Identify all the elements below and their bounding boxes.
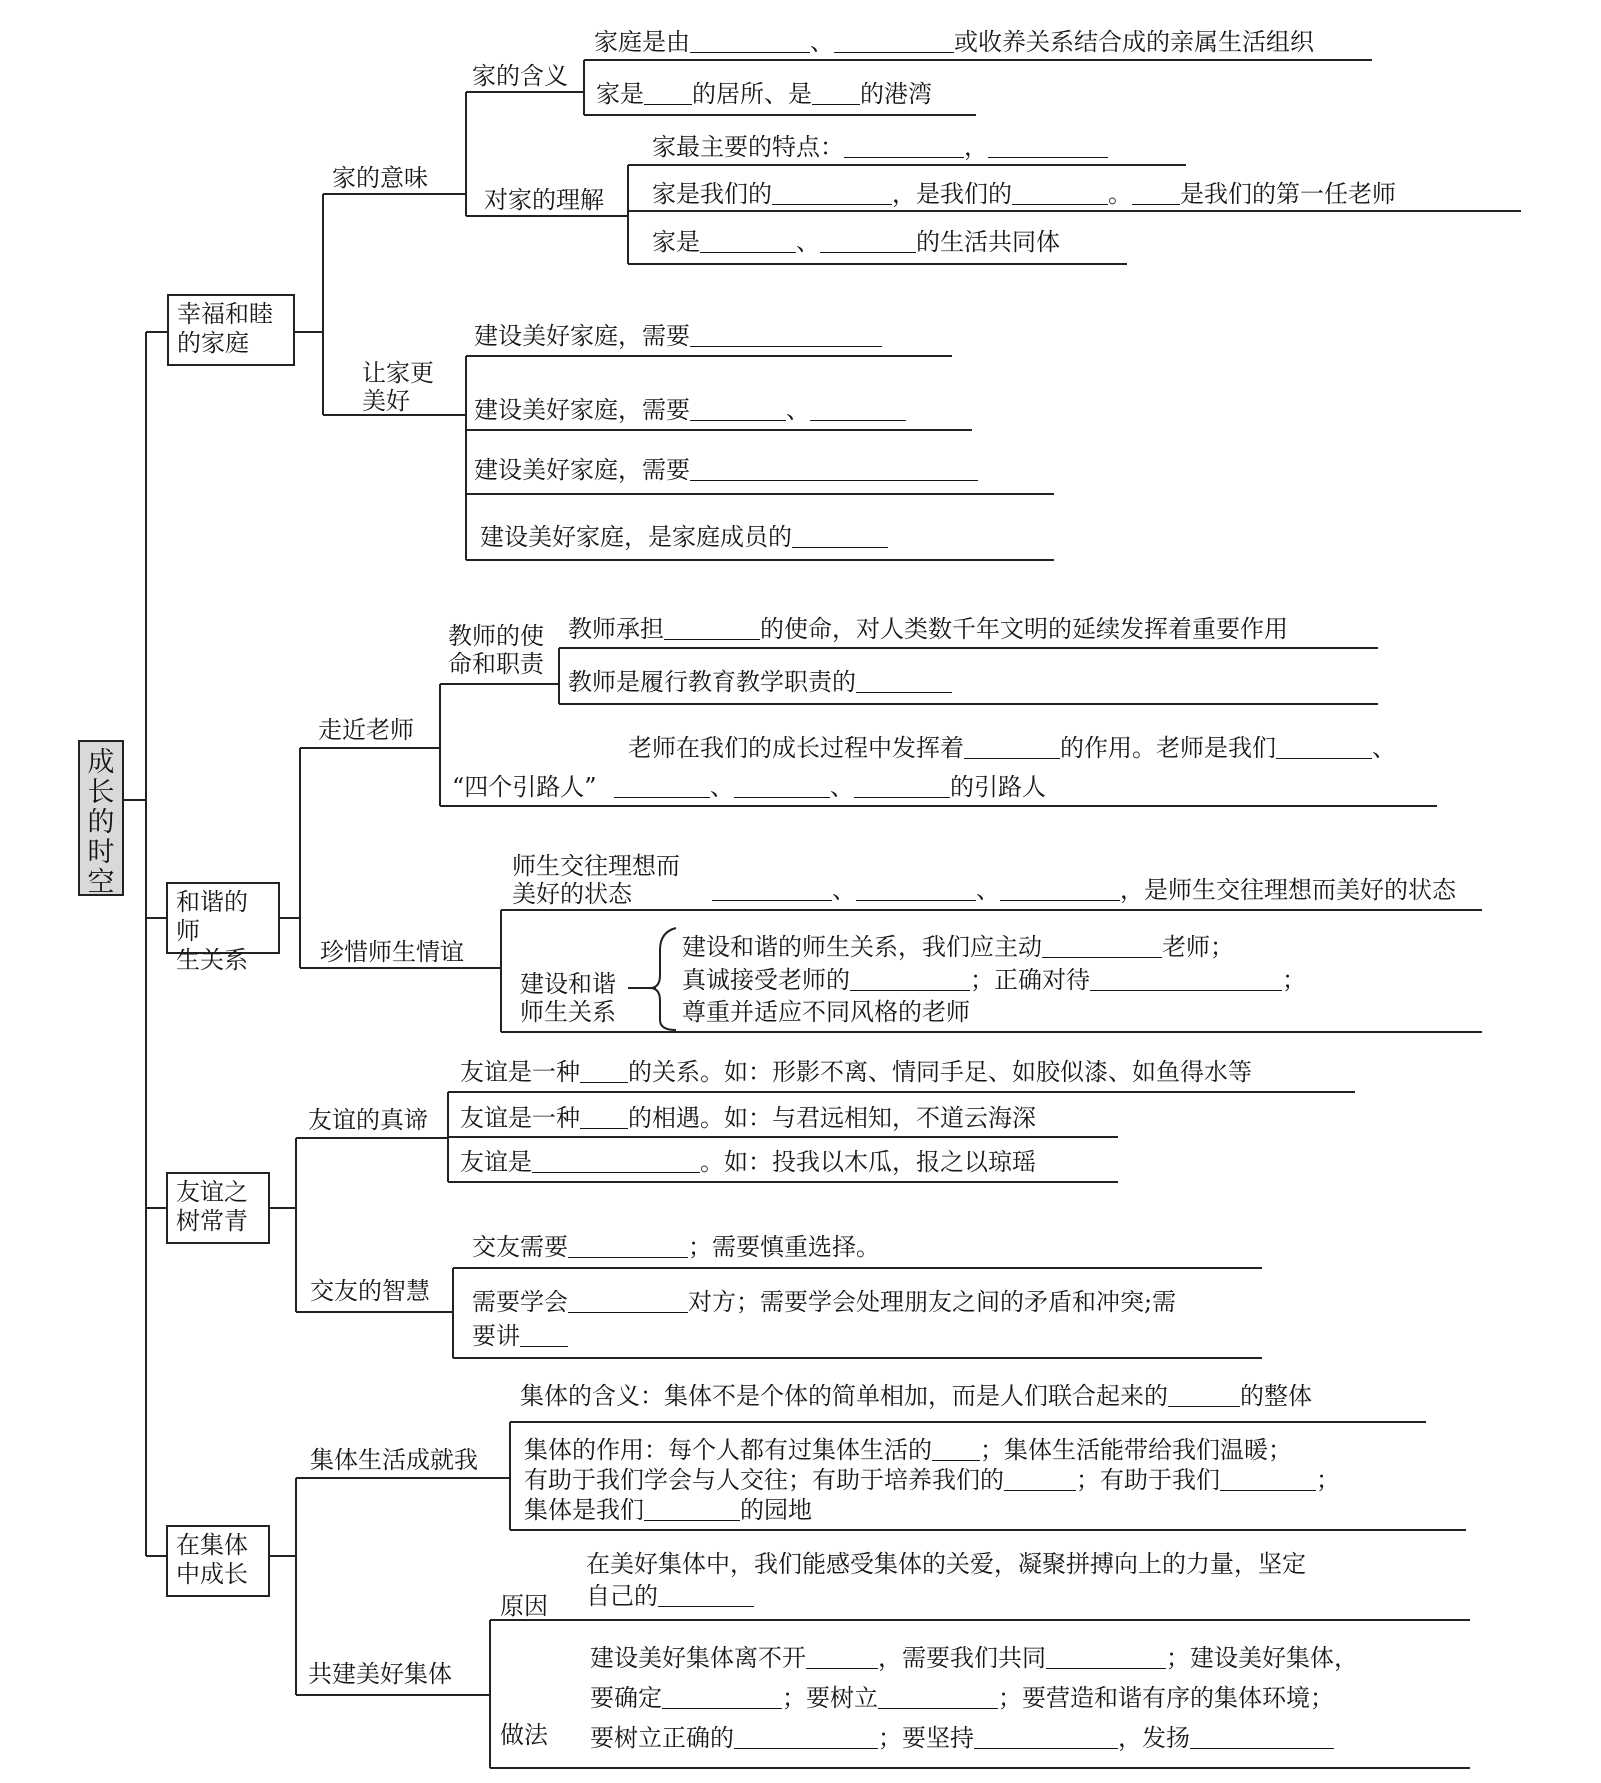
content-line: 家最主要的特点：＿＿＿＿＿，＿＿＿＿＿ — [652, 133, 1108, 161]
root-char: 长 — [87, 777, 115, 808]
root-char: 成 — [87, 747, 115, 778]
content-line: 真诚接受老师的＿＿＿＿＿；正确对待＿＿＿＿＿＿＿＿； — [682, 966, 1306, 994]
section-title-line: 生关系 — [176, 946, 248, 974]
root-char: 的 — [87, 807, 115, 838]
content-line: 建设和谐的师生关系，我们应主动＿＿＿＿＿老师； — [682, 933, 1234, 961]
subtopic-title: 师生交往理想而美好的状态 — [512, 852, 680, 908]
content-line: 家是＿＿的居所、是＿＿的港湾 — [596, 80, 932, 108]
content-line: 交友需要＿＿＿＿＿；需要慎重选择。 — [472, 1233, 880, 1261]
content-line: 自己的＿＿＿＿ — [586, 1582, 754, 1610]
content-line: 家庭是由＿＿＿＿＿、＿＿＿＿＿或收养关系结合成的亲属生活组织 — [594, 28, 1314, 56]
section-title-line: 在集体 — [176, 1531, 248, 1559]
content-line: 要讲＿＿ — [472, 1322, 568, 1350]
root-char: 时 — [87, 837, 115, 868]
section-title-line: 幸福和睦 — [177, 300, 273, 328]
topic-title: 共建美好集体 — [308, 1660, 452, 1688]
section-box-collective — [166, 1525, 270, 1597]
content-line: ＿＿＿＿＿、＿＿＿＿＿、＿＿＿＿＿，是师生交往理想而美好的状态 — [712, 876, 1456, 904]
content-line: 要树立正确的＿＿＿＿＿＿；要坚持＿＿＿＿＿＿，发扬＿＿＿＿＿＿ — [590, 1724, 1334, 1752]
section-title-line: 的家庭 — [177, 329, 249, 357]
section-title-line: 树常青 — [176, 1207, 248, 1235]
content-line: 要确定＿＿＿＿＿；要树立＿＿＿＿＿；要营造和谐有序的集体环境； — [590, 1684, 1334, 1712]
content-line: 集体的作用：每个人都有过集体生活的＿＿；集体生活能带给我们温暖； — [524, 1436, 1292, 1464]
section-box-teacher — [166, 882, 280, 974]
topic-title: 交友的智慧 — [310, 1277, 430, 1305]
subtopic-title: 原因 — [500, 1592, 548, 1620]
content-line: 家是＿＿＿＿、＿＿＿＿的生活共同体 — [652, 228, 1060, 256]
root-char: 空 — [87, 867, 115, 898]
content-line: 教师承担＿＿＿＿的使命，对人类数千年文明的延续发挥着重要作用 — [568, 615, 1288, 643]
topic-title: 家的意味 — [332, 164, 428, 192]
content-line: 建设美好家庭，需要＿＿＿＿＿＿＿＿＿＿＿＿ — [474, 456, 978, 484]
topic-title: 友谊的真谛 — [308, 1106, 428, 1134]
section-title-line: 友谊之 — [176, 1178, 248, 1206]
topic-title: 走近老师 — [318, 716, 414, 744]
section-box-family — [167, 294, 295, 366]
topic-title: 珍惜师生情谊 — [320, 938, 464, 966]
content-line: ＿＿＿＿、＿＿＿＿、＿＿＿＿的引路人 — [614, 773, 1046, 801]
subtopic-title: 教师的使命和职责 — [448, 622, 544, 678]
content-line: 建设美好家庭，需要＿＿＿＿＿＿＿＿ — [474, 322, 882, 350]
content-line: 友谊是一种＿＿的关系。如：形影不离、情同手足、如胶似漆、如鱼得水等 — [460, 1058, 1252, 1086]
section-title-line: 和谐的师 — [176, 888, 248, 945]
brace-line — [650, 928, 676, 1030]
subtopic-title: 家的含义 — [472, 62, 568, 90]
content-line: 友谊是一种＿＿的相遇。如：与君远相知，不道云海深 — [460, 1104, 1036, 1132]
content-line: 建设美好家庭，需要＿＿＿＿、＿＿＿＿ — [474, 396, 906, 424]
content-line: 建设美好集体离不开＿＿＿，需要我们共同＿＿＿＿＿；建设美好集体， — [590, 1644, 1358, 1672]
content-line: 老师在我们的成长过程中发挥着＿＿＿＿的作用。老师是我们＿＿＿＿、 — [628, 734, 1396, 762]
topic-title: 集体生活成就我 — [310, 1446, 478, 1474]
topic-title: 让家更美好 — [362, 359, 434, 415]
section-box-friendship — [166, 1172, 270, 1244]
content-line: 有助于我们学会与人交往；有助于培养我们的＿＿＿；有助于我们＿＿＿＿； — [524, 1466, 1340, 1494]
content-line: 在美好集体中，我们能感受集体的关爱，凝聚拼搏向上的力量，坚定 — [586, 1550, 1306, 1578]
content-line: 集体是我们＿＿＿＿的园地 — [524, 1496, 812, 1524]
content-line: 集体的含义：集体不是个体的简单相加，而是人们联合起来的＿＿＿的整体 — [520, 1382, 1312, 1410]
subtopic-title: 对家的理解 — [484, 186, 604, 214]
root-node — [78, 740, 124, 896]
content-line: 需要学会＿＿＿＿＿对方；需要学会处理朋友之间的矛盾和冲突;需 — [472, 1288, 1177, 1316]
subtopic-title: 建设和谐师生关系 — [520, 970, 616, 1026]
subtopic-title: “四个引路人” — [452, 773, 597, 801]
content-line: 友谊是＿＿＿＿＿＿＿。如：投我以木瓜，报之以琼瑶 — [460, 1148, 1036, 1176]
subtopic-title: 做法 — [500, 1721, 548, 1749]
content-line: 建设美好家庭，是家庭成员的＿＿＿＿ — [480, 523, 888, 551]
content-line: 教师是履行教育教学职责的＿＿＿＿ — [568, 668, 952, 696]
section-title-line: 中成长 — [176, 1560, 248, 1588]
content-line: 家是我们的＿＿＿＿＿，是我们的＿＿＿＿。＿＿是我们的第一任老师 — [652, 180, 1396, 208]
content-line: 尊重并适应不同风格的老师 — [682, 998, 970, 1026]
